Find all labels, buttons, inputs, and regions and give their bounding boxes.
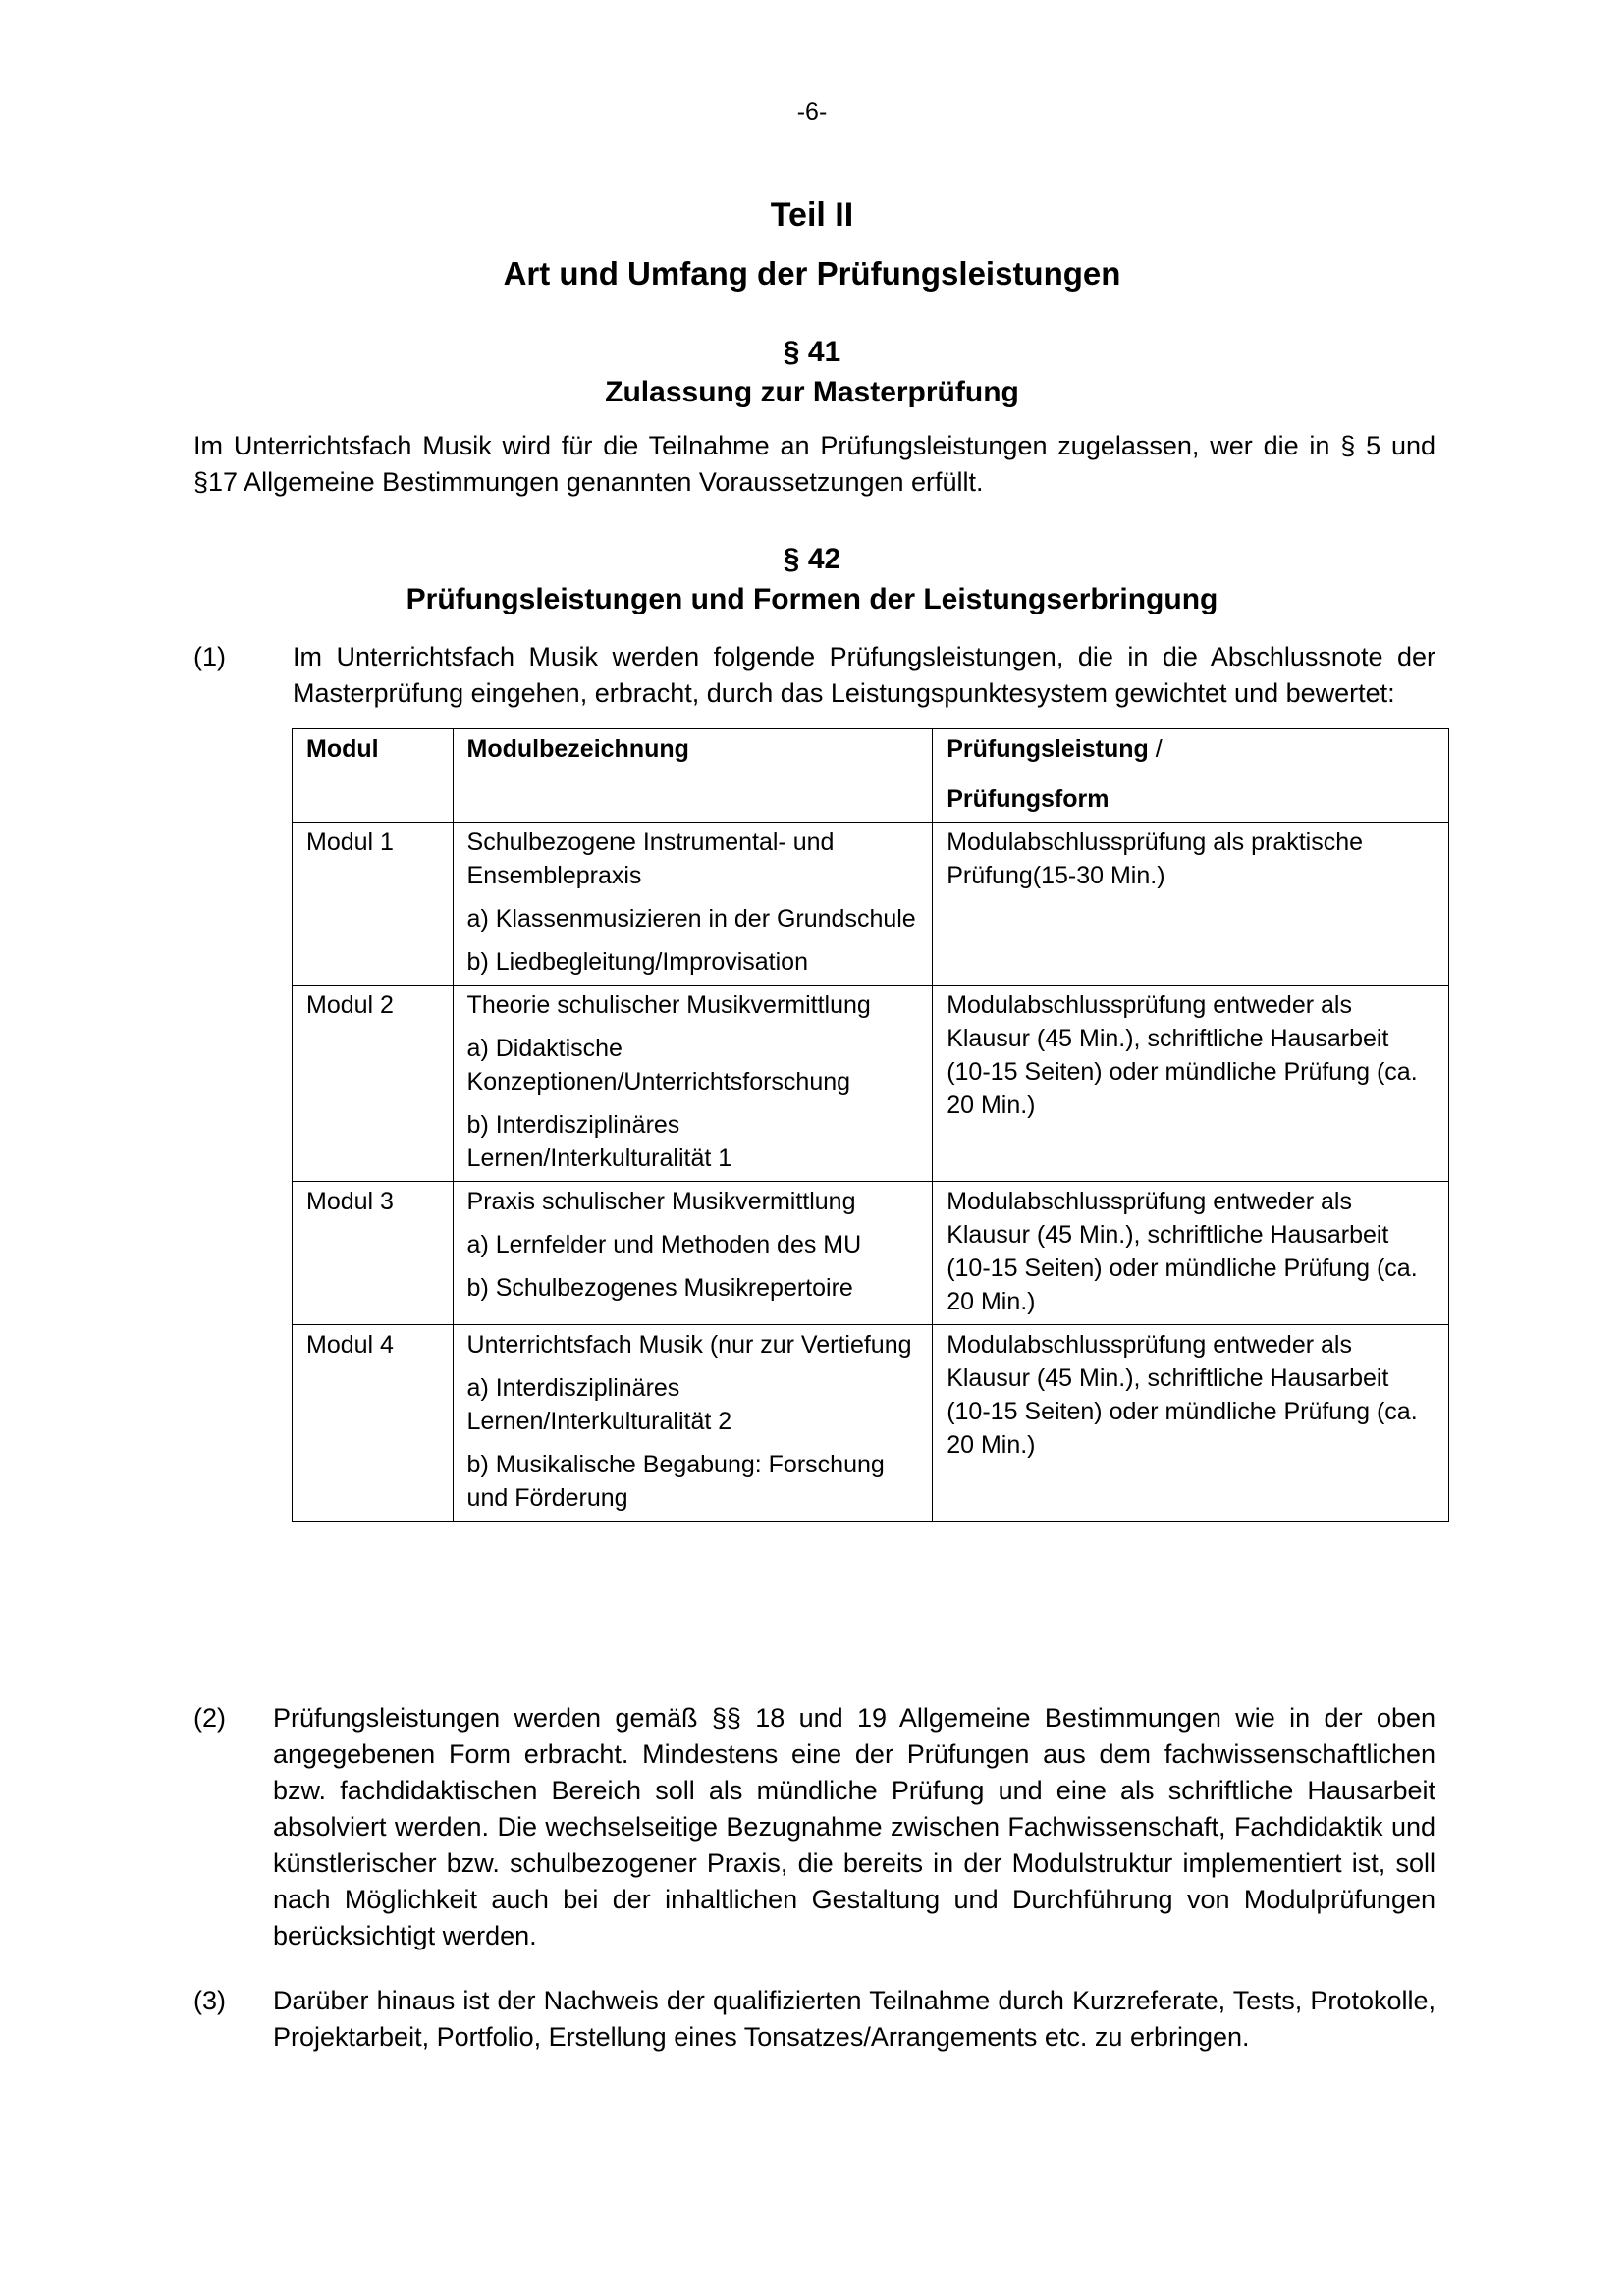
row-pruefungsform: Modulabschlussprüfung entweder als Klausur (45 Min.), schriftliche Hausarbeit (10-15 Seiten) oder mündliche Prüfung (ca. 20 Min.) — [933, 1182, 1449, 1325]
section-42-title: Prüfungsleistungen und Formen der Leistungserbringung — [406, 583, 1218, 615]
module-sub-b: b) Interdisziplinäres Lernen/Interkulturalität 1 — [466, 1111, 732, 1172]
part-title: Teil II — [770, 196, 854, 234]
paragraph-1-number: (1) — [193, 642, 226, 671]
row-modul: Modul 4 — [293, 1325, 454, 1522]
module-sub-a: a) Interdisziplinäres Lernen/Interkulturalität 2 — [466, 1374, 732, 1435]
module-sub-b: b) Musikalische Begabung: Forschung und Förderung — [466, 1451, 885, 1512]
module-title: Praxis schulischer Musikvermittlung — [466, 1188, 856, 1215]
table-row — [293, 1325, 1449, 1522]
row-bezeichnung — [453, 1182, 933, 1325]
row-modul: Modul 3 — [293, 1182, 454, 1325]
section-41-text: Im Unterrichtsfach Musik wird für die Teilnahme an Prüfungsleistungen zugelassen, wer die in § 5 und §17 Allgemeine Bestimmungen genannten Voraussetzungen erfüllt. — [193, 431, 1435, 497]
row-modul: Modul 1 — [293, 823, 454, 986]
module-title: Schulbezogene Instrumental- und Ensemblepraxis — [466, 828, 835, 889]
row-bezeichnung — [453, 1325, 933, 1522]
section-41-title: Zulassung zur Masterprüfung — [605, 376, 1019, 408]
module-sub-a: a) Didaktische Konzeptionen/Unterrichtsforschung — [466, 1035, 851, 1095]
module-sub-a: a) Lernfelder und Methoden des MU — [466, 1231, 862, 1258]
header-modul: Modul — [293, 729, 454, 823]
table-header-row — [293, 729, 1449, 823]
table-row — [293, 986, 1449, 1182]
section-42-number: § 42 — [783, 543, 841, 575]
header-pruefungsform — [933, 729, 1449, 823]
row-pruefungsform: Modulabschlussprüfung entweder als Klausur (45 Min.), schriftliche Hausarbeit (10-15 Seiten) oder mündliche Prüfung (ca. 20 Min.) — [933, 1325, 1449, 1522]
section-41-number: § 41 — [783, 336, 841, 368]
row-pruefungsform: Modulabschlussprüfung entweder als Klausur (45 Min.), schriftliche Hausarbeit (10-15 Seiten) oder mündliche Prüfung (ca. 20 Min.) — [933, 986, 1449, 1182]
header-pruefungsleistung: Prüfungsleistung — [947, 735, 1149, 763]
paragraph-3-number: (3) — [193, 1986, 226, 2015]
module-title: Unterrichtsfach Musik (nur zur Vertiefung — [466, 1331, 912, 1359]
module-sub-b: b) Schulbezogenes Musikrepertoire — [466, 1274, 853, 1302]
module-table — [292, 728, 1449, 1522]
module-sub-a: a) Klassenmusizieren in der Grundschule — [466, 905, 916, 933]
module-sub-b: b) Liedbegleitung/Improvisation — [466, 948, 808, 976]
header-modulbezeichnung: Modulbezeichnung — [453, 729, 933, 823]
page-number: -6- — [796, 98, 828, 126]
row-bezeichnung — [453, 823, 933, 986]
part-subtitle: Art und Umfang der Prüfungsleistungen — [503, 255, 1121, 292]
row-bezeichnung — [453, 986, 933, 1182]
header-separator: / — [1148, 735, 1163, 763]
paragraph-3-text: Darüber hinaus ist der Nachweis der qualifizierten Teilnahme durch Kurzreferate, Tests, Protokolle, Projektarbeit, Portfolio, Erstellung eines Tonsatzes/Arrangements etc. zu erbringen. — [273, 1986, 1435, 2052]
paragraph-2-text: Prüfungsleistungen werden gemäß §§ 18 und 19 Allgemeine Bestimmungen wie in der oben angegebenen Form erbracht. Mindestens eine der Prüfungen aus dem fachwissenschaftlichen bzw. fachdidaktischen Bereich soll als mündliche Prüfung und eine als schriftliche Hausarbeit absolviert werden. Die wechselseitige Bezugnahme zwischen Fachwissenschaft, Fachdidaktik und künstlerischer bzw. schulbezogener Praxis, die bereits in der Modulstruktur implementiert ist, soll nach Möglichkeit auch bei der inhaltlichen Gestaltung und Durchführung von Modulprüfungen berücksichtigt werden. — [273, 1703, 1435, 1950]
module-title: Theorie schulischer Musikvermittlung — [466, 991, 871, 1019]
paragraph-1-text: Im Unterrichtsfach Musik werden folgende Prüfungsleistungen, die in die Abschlussnote der Masterprüfung eingehen, erbracht, durch das Leistungspunktesystem gewichtet und bewertet: — [293, 642, 1435, 708]
paragraph-2-number: (2) — [193, 1703, 226, 1733]
row-modul: Modul 2 — [293, 986, 454, 1182]
table-row — [293, 823, 1449, 986]
header-pruefungsform-line2: Prüfungsform — [947, 785, 1110, 813]
table-row — [293, 1182, 1449, 1325]
row-pruefungsform: Modulabschlussprüfung als praktische Prüfung(15-30 Min.) — [933, 823, 1449, 986]
